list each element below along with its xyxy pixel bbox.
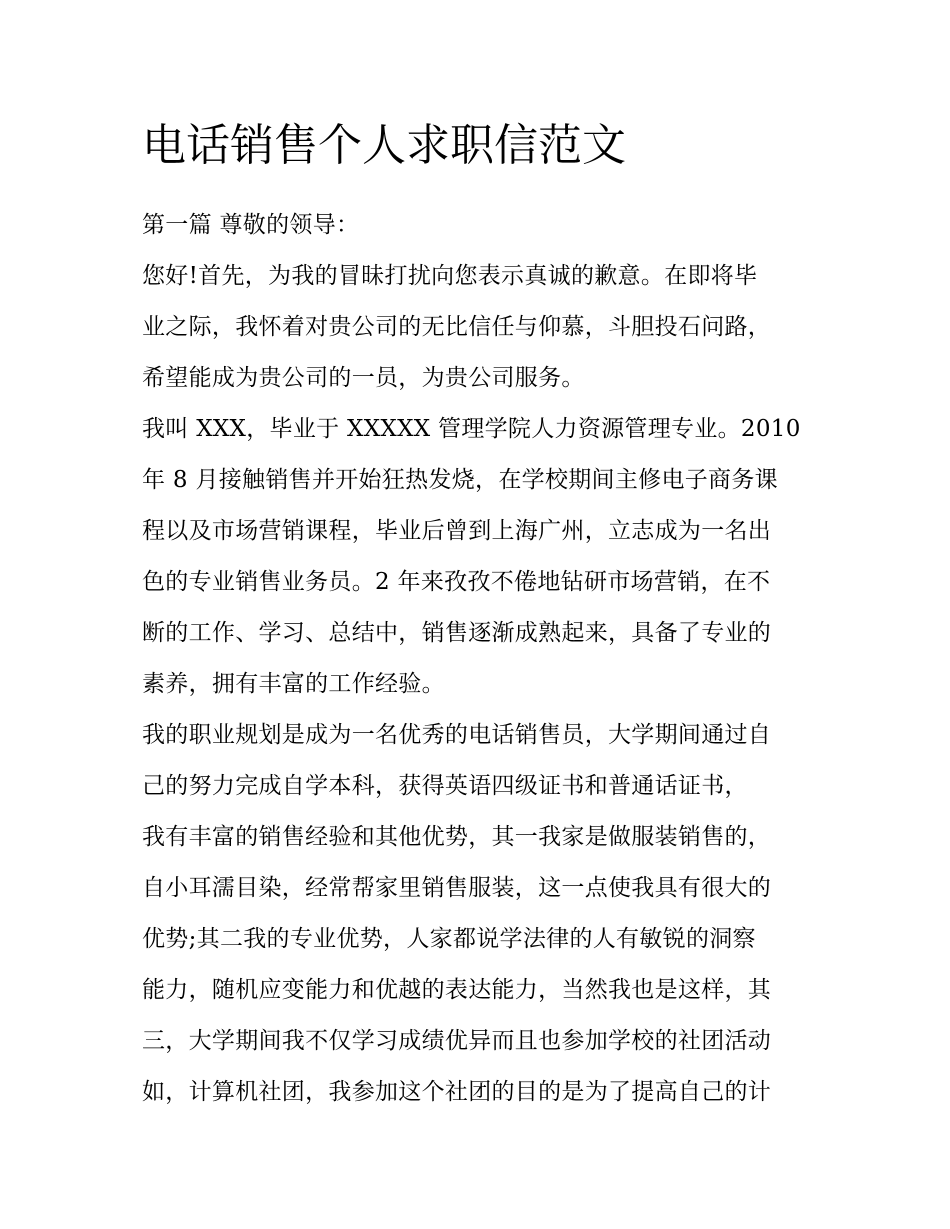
text-line: 我叫 XXX，毕业于 XXXXX 管理学院人力资源管理专业。2010 [142, 416, 801, 442]
text-line: 我有丰富的销售经验和其他优势，其一我家是做服装销售的， [142, 824, 772, 850]
text-line: 三，大学期间我不仅学习成绩优异而且也参加学校的社团活动 [142, 1028, 772, 1054]
text-line: 色的专业销售业务员。2 年来孜孜不倦地钻研市场营销，在不 [142, 569, 771, 595]
text-line: 断的工作、学习、总结中，销售逐渐成熟起来，具备了专业的 [142, 620, 772, 646]
text-line: 您好!首先，为我的冒昧打扰向您表示真诚的歉意。在即将毕 [142, 263, 758, 289]
text-line: 素养，拥有丰富的工作经验。 [142, 671, 445, 697]
text-line: 程以及市场营销课程，毕业后曾到上海广州，立志成为一名出 [142, 518, 772, 544]
text-line: 第一篇 尊敬的领导： [142, 212, 360, 238]
text-line: 己的努力完成自学本科，获得英语四级证书和普通话证书， [142, 773, 748, 799]
text-line: 业之际，我怀着对贵公司的无比信任与仰慕，斗胆投石问路， [142, 314, 772, 340]
text-line: 能力，随机应变能力和优越的表达能力，当然我也是这样，其 [142, 977, 772, 1003]
document-title: 电话销售个人求职信范文 [142, 120, 626, 171]
text-line: 如，计算机社团，我参加这个社团的目的是为了提高自己的计 [142, 1079, 772, 1105]
text-line: 年 8 月接触销售并开始狂热发烧，在学校期间主修电子商务课 [142, 467, 778, 493]
text-line: 希望能成为贵公司的一员，为贵公司服务。 [142, 365, 585, 391]
text-line: 我的职业规划是成为一名优秀的电话销售员，大学期间通过自 [142, 722, 772, 748]
text-line: 优势;其二我的专业优势，人家都说学法律的人有敏锐的洞察 [142, 926, 756, 952]
text-line: 自小耳濡目染，经常帮家里销售服装，这一点使我具有很大的 [142, 875, 772, 901]
document-body [142, 200, 822, 1118]
